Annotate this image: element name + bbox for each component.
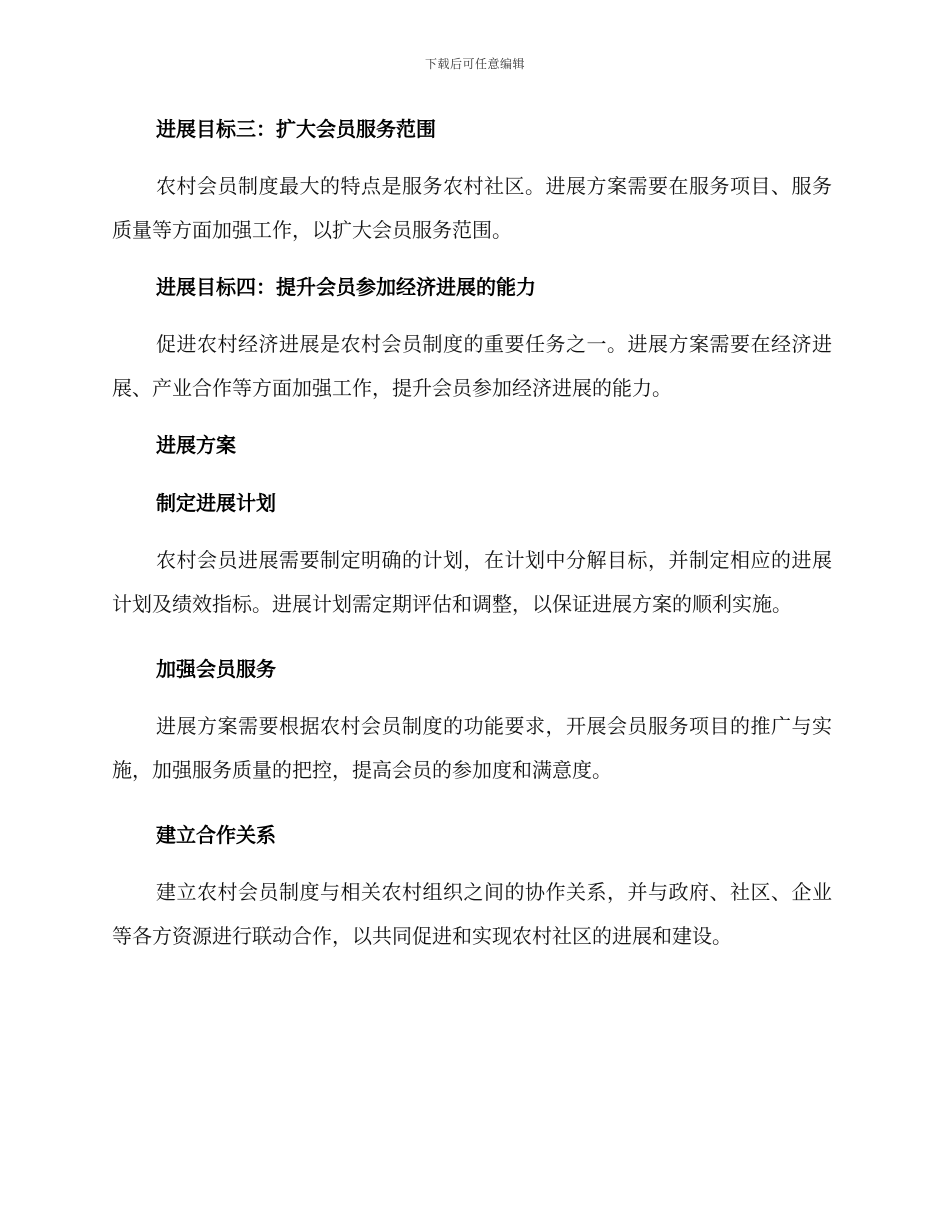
plan2-heading: 加强会员服务: [156, 657, 276, 681]
goal4-heading: 进展目标四：提升会员参加经济进展的能力: [156, 275, 536, 299]
plan-heading: 进展方案: [156, 433, 236, 457]
plan1-paragraph: 农村会员进展需要制定明确的计划，在计划中分解目标，并制定相应的进展计划及绩效指标。进展计划需定期评估和调整，以保证进展方案的顺利实施。: [112, 548, 832, 616]
plan3-heading: 建立合作关系: [156, 823, 276, 847]
plan2-paragraph: 进展方案需要根据农村会员制度的功能要求，开展会员服务项目的推广与实施，加强服务质量的把控，提高会员的参加度和满意度。: [112, 714, 832, 782]
header-note: 下载后可任意编辑: [424, 57, 525, 71]
goal4-paragraph: 促进农村经济进展是农村会员制度的重要任务之一。进展方案需要在经济进展、产业合作等方面加强工作，提升会员参加经济进展的能力。: [112, 332, 832, 400]
plan1-heading: 制定进展计划: [156, 491, 276, 515]
plan3-paragraph: 建立农村会员制度与相关农村组织之间的协作关系，并与政府、社区、企业等各方资源进行联动合作，以共同促进和实现农村社区的进展和建设。: [112, 880, 832, 948]
document-body: [112, 110, 832, 958]
goal3-paragraph: 农村会员制度最大的特点是服务农村社区。进展方案需要在服务项目、服务质量等方面加强工作，以扩大会员服务范围。: [112, 174, 832, 242]
goal3-heading: 进展目标三：扩大会员服务范围: [156, 117, 436, 141]
